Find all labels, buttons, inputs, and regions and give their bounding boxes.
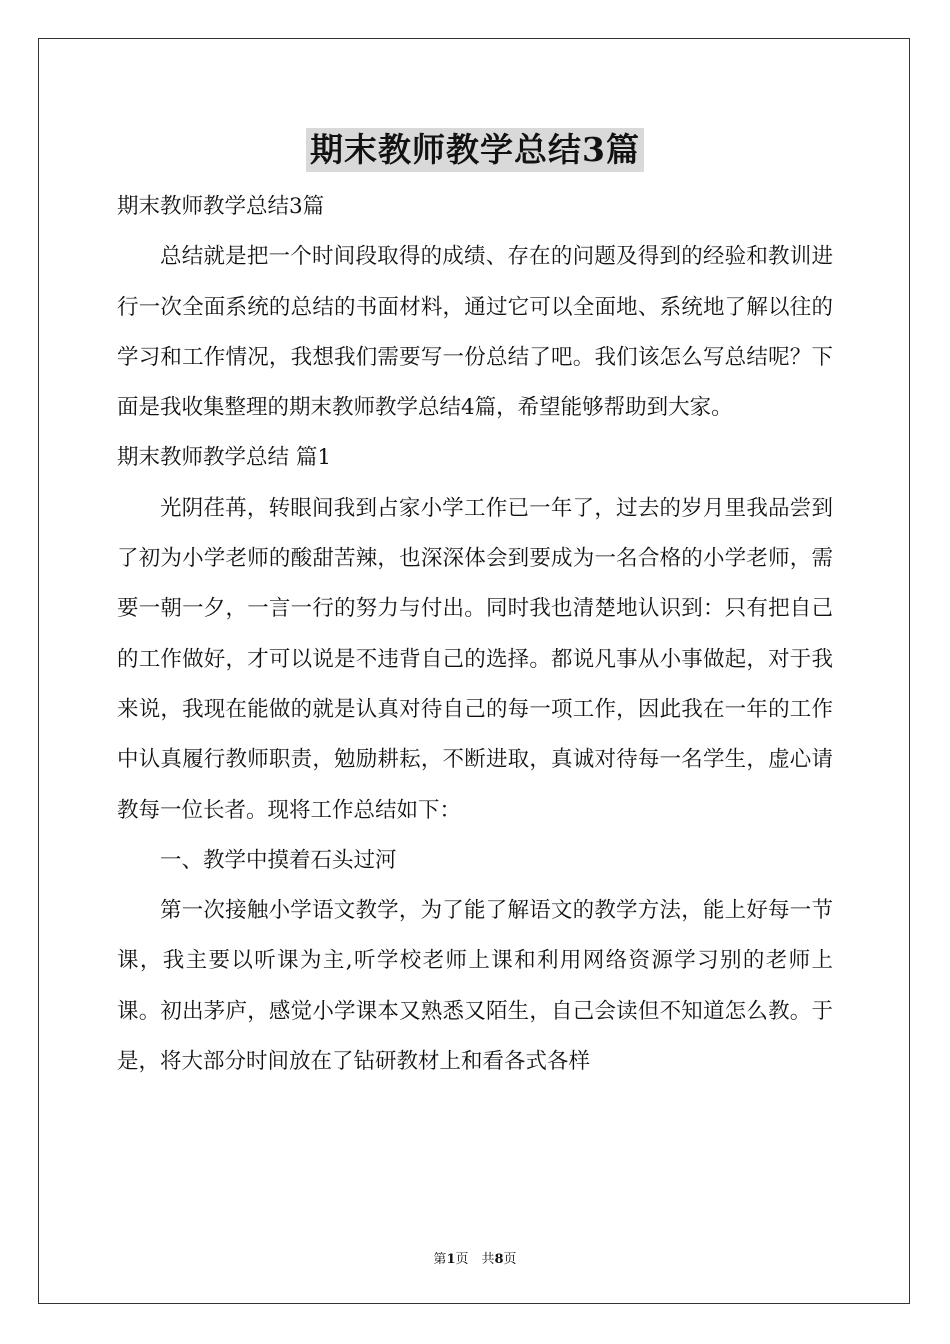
subheading-1: 一、教学中摸着石头过河 (160, 847, 397, 873)
intro-paragraph: 总结就是把一个时间段取得的成绩、存在的问题及得到的经验和教训进行一次全面系统的总结的书面材料，通过它可以全面地、系统地了解以往的学习和工作情况，我想我们需要写一份总结了吧。我们该怎么写总结呢？下面是我收集整理的期末教师教学总结4篇，希望能够帮助到大家。 (117, 244, 833, 421)
footer-page-mid: 页 共 (455, 1252, 495, 1267)
footer-page-total: 8 (494, 1252, 504, 1267)
body-paragraph-2: 第一次接触小学语文教学，为了能了解语文的教学方法，能上好每一节课，我主要以听课为主,听学校老师上课和利用网络资源学习别的老师上课。初出茅庐，感觉小学课本又熟悉又陌生，自己会读但不知道怎么教。于是，将大部分时间放在了钻研教材上和看各式各样 (117, 898, 833, 1075)
footer-page-prefix: 第 (433, 1252, 447, 1267)
footer-page-suffix: 页 (503, 1252, 517, 1267)
document-title: 期末教师教学总结3篇 (306, 128, 644, 172)
footer-page-number: 1 (446, 1252, 456, 1267)
document-body (117, 182, 833, 1087)
body-paragraph-1: 光阴荏苒，转眼间我到占家小学工作已一年了，过去的岁月里我品尝到了初为小学老师的酸甜苦辣，也深深体会到要成为一名合格的小学老师，需要一朝一夕，一言一行的努力与付出。同时我也清楚地认识到：只有把自己的工作做好，才可以说是不违背自己的选择。都说凡事从小事做起，对于我来说，我现在能做的就是认真对待自己的每一项工作，因此我在一年的工作中认真履行教师职责，勉励耕耘，不断进取，真诚对待每一名学生，虚心请教每一位长者。现将工作总结如下： (117, 495, 833, 823)
section-heading: 期末教师教学总结 篇1 (117, 445, 332, 471)
page-footer (0, 1248, 950, 1267)
subtitle-line: 期末教师教学总结3篇 (117, 194, 325, 219)
title-container (0, 128, 950, 172)
